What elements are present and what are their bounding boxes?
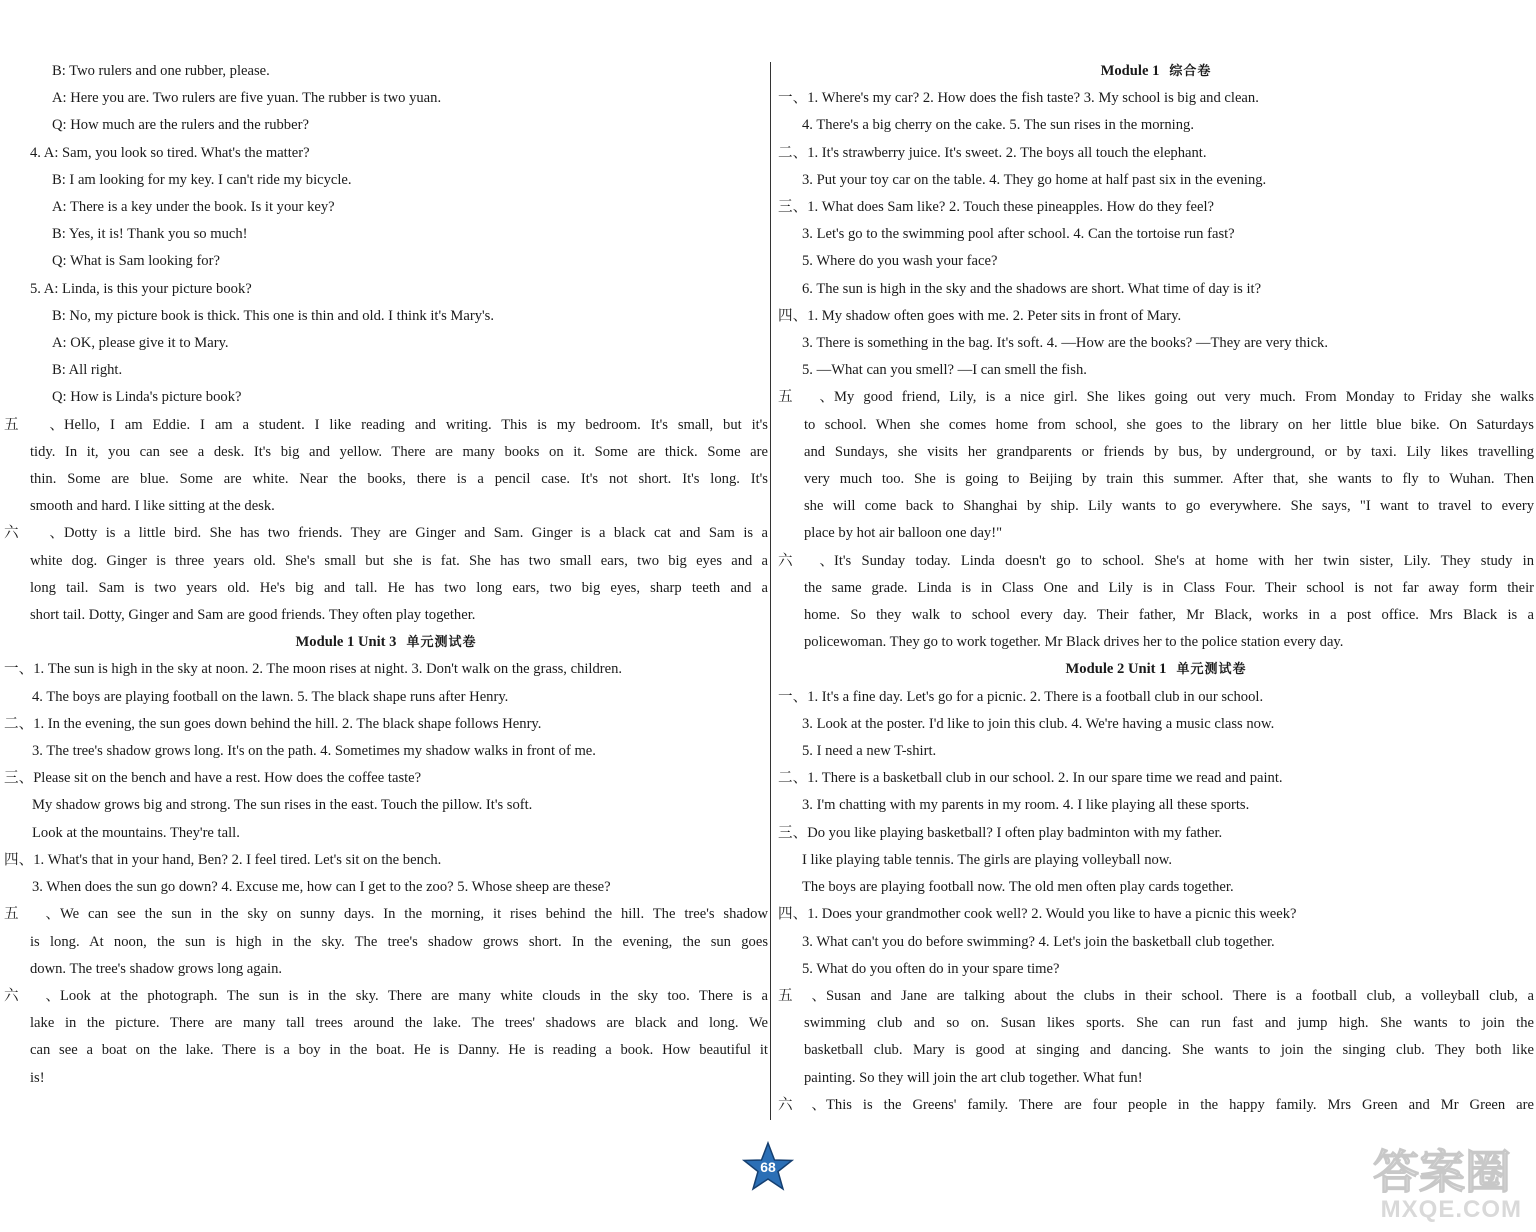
paragraph-text: This is the Greens' family. There are four people in the happy family. Mrs Green and Mr Green are	[826, 1096, 1534, 1113]
answer-line: 5. Where do you wash your face?	[802, 253, 998, 270]
paragraph-text: can see a boat on the lake. There is a boy in the boat. He is Danny. He is reading a book. How beautiful it	[30, 1042, 768, 1059]
paragraph-text: policewoman. They go to work together. Mr Black drives her to the police station every day.	[804, 634, 1344, 651]
paragraph-text: she will come back to Shanghai by ship. Lily wants to go everywhere. She says, "I want to travel to every	[804, 498, 1534, 515]
paragraph-text: white dog. Ginger is three years old. She's small but she is fat. She has two small ears, two big eyes and a	[30, 552, 768, 569]
answer-line: B: No, my picture book is thick. This one is thin and old. I think it's Mary's.	[52, 307, 494, 324]
answer-line: My shadow grows big and strong. The sun rises in the east. Touch the pillow. It's soft.	[32, 797, 533, 814]
answer-line: 二、1. There is a basketball club in our school. 2. In our spare time we read and paint.	[778, 770, 1283, 787]
paragraph-line	[4, 412, 768, 439]
paragraph-line	[4, 929, 768, 956]
answer-line: 3. Put your toy car on the table. 4. They go home at half past six in the evening.	[802, 171, 1267, 188]
answer-line: The boys are playing football now. The old men often play cards together.	[802, 879, 1234, 896]
section-heading	[778, 656, 1534, 683]
paragraph-line	[4, 602, 768, 629]
passage-six	[778, 1092, 1534, 1119]
answer-line: B: All right.	[52, 362, 123, 379]
answer-line: 4. There's a big cherry on the cake. 5. The sun rises in the morning.	[802, 117, 1194, 134]
paragraph-text: very much too. She is going to Beijing by train this summer. After that, she wants to fly to Wuhan. Then	[804, 471, 1534, 488]
paragraph-text: to school. When she comes home from school, she goes to the library on her little blue bike. On Saturdays	[804, 416, 1534, 433]
column-divider	[770, 62, 771, 1120]
answer-line: 三、Please sit on the bench and have a rest. How does the coffee taste?	[4, 770, 422, 787]
passage-six	[778, 548, 1534, 657]
answer-line: A: OK, please give it to Mary.	[52, 335, 229, 352]
passage-six	[4, 520, 768, 629]
answer-line: 3. The tree's shadow grows long. It's on the path. 4. Sometimes my shadow walks in front of me.	[32, 743, 596, 760]
paragraph-text: We can see the sun in the sky on sunny days. In the morning, it rises behind the hill. The tree's shadow	[60, 906, 768, 923]
passage-five	[778, 384, 1534, 547]
answer-line: B: Yes, it is! Thank you so much!	[52, 226, 248, 243]
paragraph-line	[778, 1065, 1534, 1092]
paragraph-line	[4, 1065, 768, 1092]
paragraph-text: Susan and Jane are talking about the clubs in their school. There is a football club, a volleyball club, a	[826, 987, 1534, 1004]
paragraph-text: Hello, I am Eddie. I am a student. I like reading and writing. This is my bedroom. It's small, but it's	[64, 416, 768, 433]
paragraph-line	[778, 412, 1534, 439]
paragraph-text: It's Sunday today. Linda doesn't go to school. She's at home with her twin sister, Lily. They study in	[834, 552, 1534, 569]
paragraph-line	[4, 493, 768, 520]
paragraph-text: place by hot air balloon one day!"	[804, 525, 1003, 542]
paragraph-text: down. The tree's shadow grows long again.	[30, 960, 283, 977]
paragraph-line	[4, 575, 768, 602]
paragraph-text: is!	[30, 1069, 45, 1086]
section-number: 五、	[4, 906, 60, 923]
answer-line: I like playing table tennis. The girls are playing volleyball now.	[802, 851, 1173, 868]
paragraph-text: Dotty is a little bird. She has two friends. They are Ginger and Sam. Ginger is a black cat and Sam is a	[64, 525, 768, 542]
paragraph-line	[778, 983, 1534, 1010]
answer-line: 3. Let's go to the swimming pool after school. 4. Can the tortoise run fast?	[802, 226, 1235, 243]
paragraph-line	[778, 439, 1534, 466]
section-number: 五、	[778, 389, 834, 406]
paragraph-line	[4, 520, 768, 547]
paragraph-text: My good friend, Lily, is a nice girl. She likes going out very much. From Monday to Friday she walks	[834, 389, 1534, 406]
answer-line: 四、1. What's that in your hand, Ben? 2. I feel tired. Let's sit on the bench.	[4, 851, 442, 868]
right-column	[778, 58, 1534, 1119]
paragraph-text: lake in the picture. There are many tall trees around the lake. The trees' shadows are black and long. We	[30, 1015, 768, 1032]
paragraph-line	[4, 1010, 768, 1037]
answer-line: Look at the mountains. They're tall.	[32, 824, 240, 841]
answer-line: Q: How is Linda's picture book?	[52, 389, 242, 406]
answer-line: 二、1. It's strawberry juice. It's sweet. 2. The boys all touch the elephant.	[778, 144, 1207, 161]
paragraph-text: painting. So they will join the art club together. What fun!	[804, 1069, 1143, 1086]
answer-line: B: I am looking for my key. I can't ride my bicycle.	[52, 171, 352, 188]
answer-line: 3. When does the sun go down? 4. Excuse me, how can I get to the zoo? 5. Whose sheep are these?	[32, 879, 611, 896]
section-number: 六、	[778, 552, 834, 569]
paragraph-line	[778, 1010, 1534, 1037]
paragraph-text: smooth and hard. I like sitting at the desk.	[30, 498, 275, 515]
paragraph-text: the same grade. Linda is in Class One and Lily is in Class Four. Their school is not far away form their	[804, 579, 1534, 596]
paragraph-line	[778, 466, 1534, 493]
answer-line: Q: How much are the rulers and the rubber?	[52, 117, 309, 134]
answer-line: 3. I'm chatting with my parents in my room. 4. I like playing all these sports.	[802, 797, 1250, 814]
answer-line: 5. What do you often do in your spare time?	[802, 960, 1060, 977]
paragraph-text: thin. Some are blue. Some are white. Near the books, there is a pencil case. It's not short. It's long. It's	[30, 471, 768, 488]
answer-line: 3. What can't you do before swimming? 4. Let's join the basketball club together.	[802, 933, 1275, 950]
answer-line: 5. —What can you smell? —I can smell the fish.	[802, 362, 1087, 379]
section-title-en: Module 2 Unit 1	[1065, 661, 1167, 678]
section-number: 六、	[4, 987, 60, 1004]
section-title-cn: 单元测试卷	[406, 635, 477, 651]
section-title-en: Module 1 Unit 3	[295, 634, 397, 651]
answer-line: 3. Look at the poster. I'd like to join this club. 4. We're having a music class now.	[802, 715, 1275, 732]
answer-line: A: There is a key under the book. Is it your key?	[52, 199, 335, 216]
paragraph-text: swimming club and so on. Susan likes sports. She can run fast and jump high. She wants to join the	[804, 1015, 1534, 1032]
paragraph-line	[778, 493, 1534, 520]
paragraph-text: is long. At noon, the sun is high in the sky. The tree's shadow grows short. In the evening, the sun goes	[30, 933, 768, 950]
paragraph-line	[4, 548, 768, 575]
section-number: 五、	[4, 416, 64, 433]
answer-line: 5. I need a new T-shirt.	[802, 743, 937, 760]
answer-line: 6. The sun is high in the sky and the shadows are short. What time of day is it?	[802, 280, 1262, 297]
answer-line: B: Two rulers and one rubber, please.	[52, 63, 270, 79]
section-title-en: Module 1	[1100, 63, 1160, 79]
paragraph-line	[4, 901, 768, 928]
answer-line: 三、Do you like playing basketball? I often play badminton with my father.	[778, 824, 1223, 841]
answer-line: 4. The boys are playing football on the lawn. 5. The black shape runs after Henry.	[32, 688, 509, 705]
paragraph-line	[4, 466, 768, 493]
paragraph-text: Look at the photograph. The sun is in the sky. There are many white clouds in the sky too. There is a	[60, 987, 768, 1004]
paragraph-text: long tail. Sam is two years old. He's big and tall. He has two long ears, two big eyes, sharp teeth and a	[30, 579, 768, 596]
answer-line: Q: What is Sam looking for?	[52, 253, 220, 270]
passage-five	[778, 983, 1534, 1092]
paragraph-line	[778, 520, 1534, 547]
answer-line: 四、1. Does your grandmother cook well? 2. Would you like to have a picnic this week?	[778, 906, 1297, 923]
section-number: 六、	[4, 525, 64, 542]
answer-line: A: Here you are. Two rulers are five yuan. The rubber is two yuan.	[52, 90, 442, 107]
passage-six	[4, 983, 768, 1092]
paragraph-line	[4, 1037, 768, 1064]
answer-line: 一、1. Where's my car? 2. How does the fish taste? 3. My school is big and clean.	[778, 90, 1259, 107]
answer-line: 二、1. In the evening, the sun goes down behind the hill. 2. The black shape follows Henry.	[4, 715, 542, 732]
passage-five	[4, 901, 768, 983]
page-number-star	[740, 1140, 796, 1196]
paragraph-line	[778, 1092, 1534, 1119]
answer-line: 一、1. It's a fine day. Let's go for a picnic. 2. There is a football club in our school.	[778, 688, 1264, 705]
paragraph-line	[778, 384, 1534, 411]
section-number: 五、	[778, 987, 826, 1004]
paragraph-text: tidy. In it, you can see a desk. It's big and yellow. There are many books on it. Some are thick. Some are	[30, 443, 768, 460]
paragraph-text: short tail. Dotty, Ginger and Sam are good friends. They often play together.	[30, 607, 476, 624]
answer-line: 一、1. The sun is high in the sky at noon. 2. The moon rises at night. 3. Don't walk on the grass, children.	[4, 661, 623, 678]
page-number: 68	[760, 1159, 776, 1175]
section-heading	[778, 58, 1534, 85]
svg-text:答案圈: 答案圈	[1373, 1145, 1511, 1198]
answer-line: 4. A: Sam, you look so tired. What's the matter?	[30, 144, 310, 161]
section-title-cn: 综合卷	[1169, 64, 1212, 79]
paragraph-line	[778, 602, 1534, 629]
paragraph-line	[4, 956, 768, 983]
paragraph-line	[4, 983, 768, 1010]
paragraph-line	[778, 575, 1534, 602]
passage-five	[4, 412, 768, 521]
answer-line: 3. There is something in the bag. It's soft. 4. —How are the books? —They are very thick.	[802, 335, 1328, 352]
watermark-logo-icon	[1266, 1142, 1516, 1198]
watermark	[1266, 1142, 1526, 1224]
section-heading	[4, 629, 768, 656]
answer-line: 5. A: Linda, is this your picture book?	[30, 280, 252, 297]
watermark-logo	[1266, 1142, 1516, 1198]
paragraph-line	[778, 629, 1534, 656]
paragraph-line	[778, 548, 1534, 575]
paragraph-text: basketball club. Mary is good at singing and dancing. She wants to join the singing club. They both like	[804, 1042, 1534, 1059]
watermark-url: MXQE.COM	[1380, 1196, 1522, 1223]
section-title-cn: 单元测试卷	[1176, 662, 1247, 678]
paragraph-line	[4, 439, 768, 466]
left-column	[4, 58, 768, 1092]
paragraph-text: and Sundays, she visits her grandparents or friends by bus, by underground, or by taxi. Lily likes travelling	[804, 443, 1534, 460]
section-number: 六、	[778, 1096, 826, 1113]
paragraph-text: home. So they walk to school every day. Their father, Mr Black, works in a post office. Mrs Black is a	[804, 607, 1534, 624]
answer-line: 三、1. What does Sam like? 2. Touch these pineapples. How do they feel?	[778, 199, 1215, 216]
answer-line: 四、1. My shadow often goes with me. 2. Peter sits in front of Mary.	[778, 307, 1182, 324]
paragraph-line	[778, 1037, 1534, 1064]
